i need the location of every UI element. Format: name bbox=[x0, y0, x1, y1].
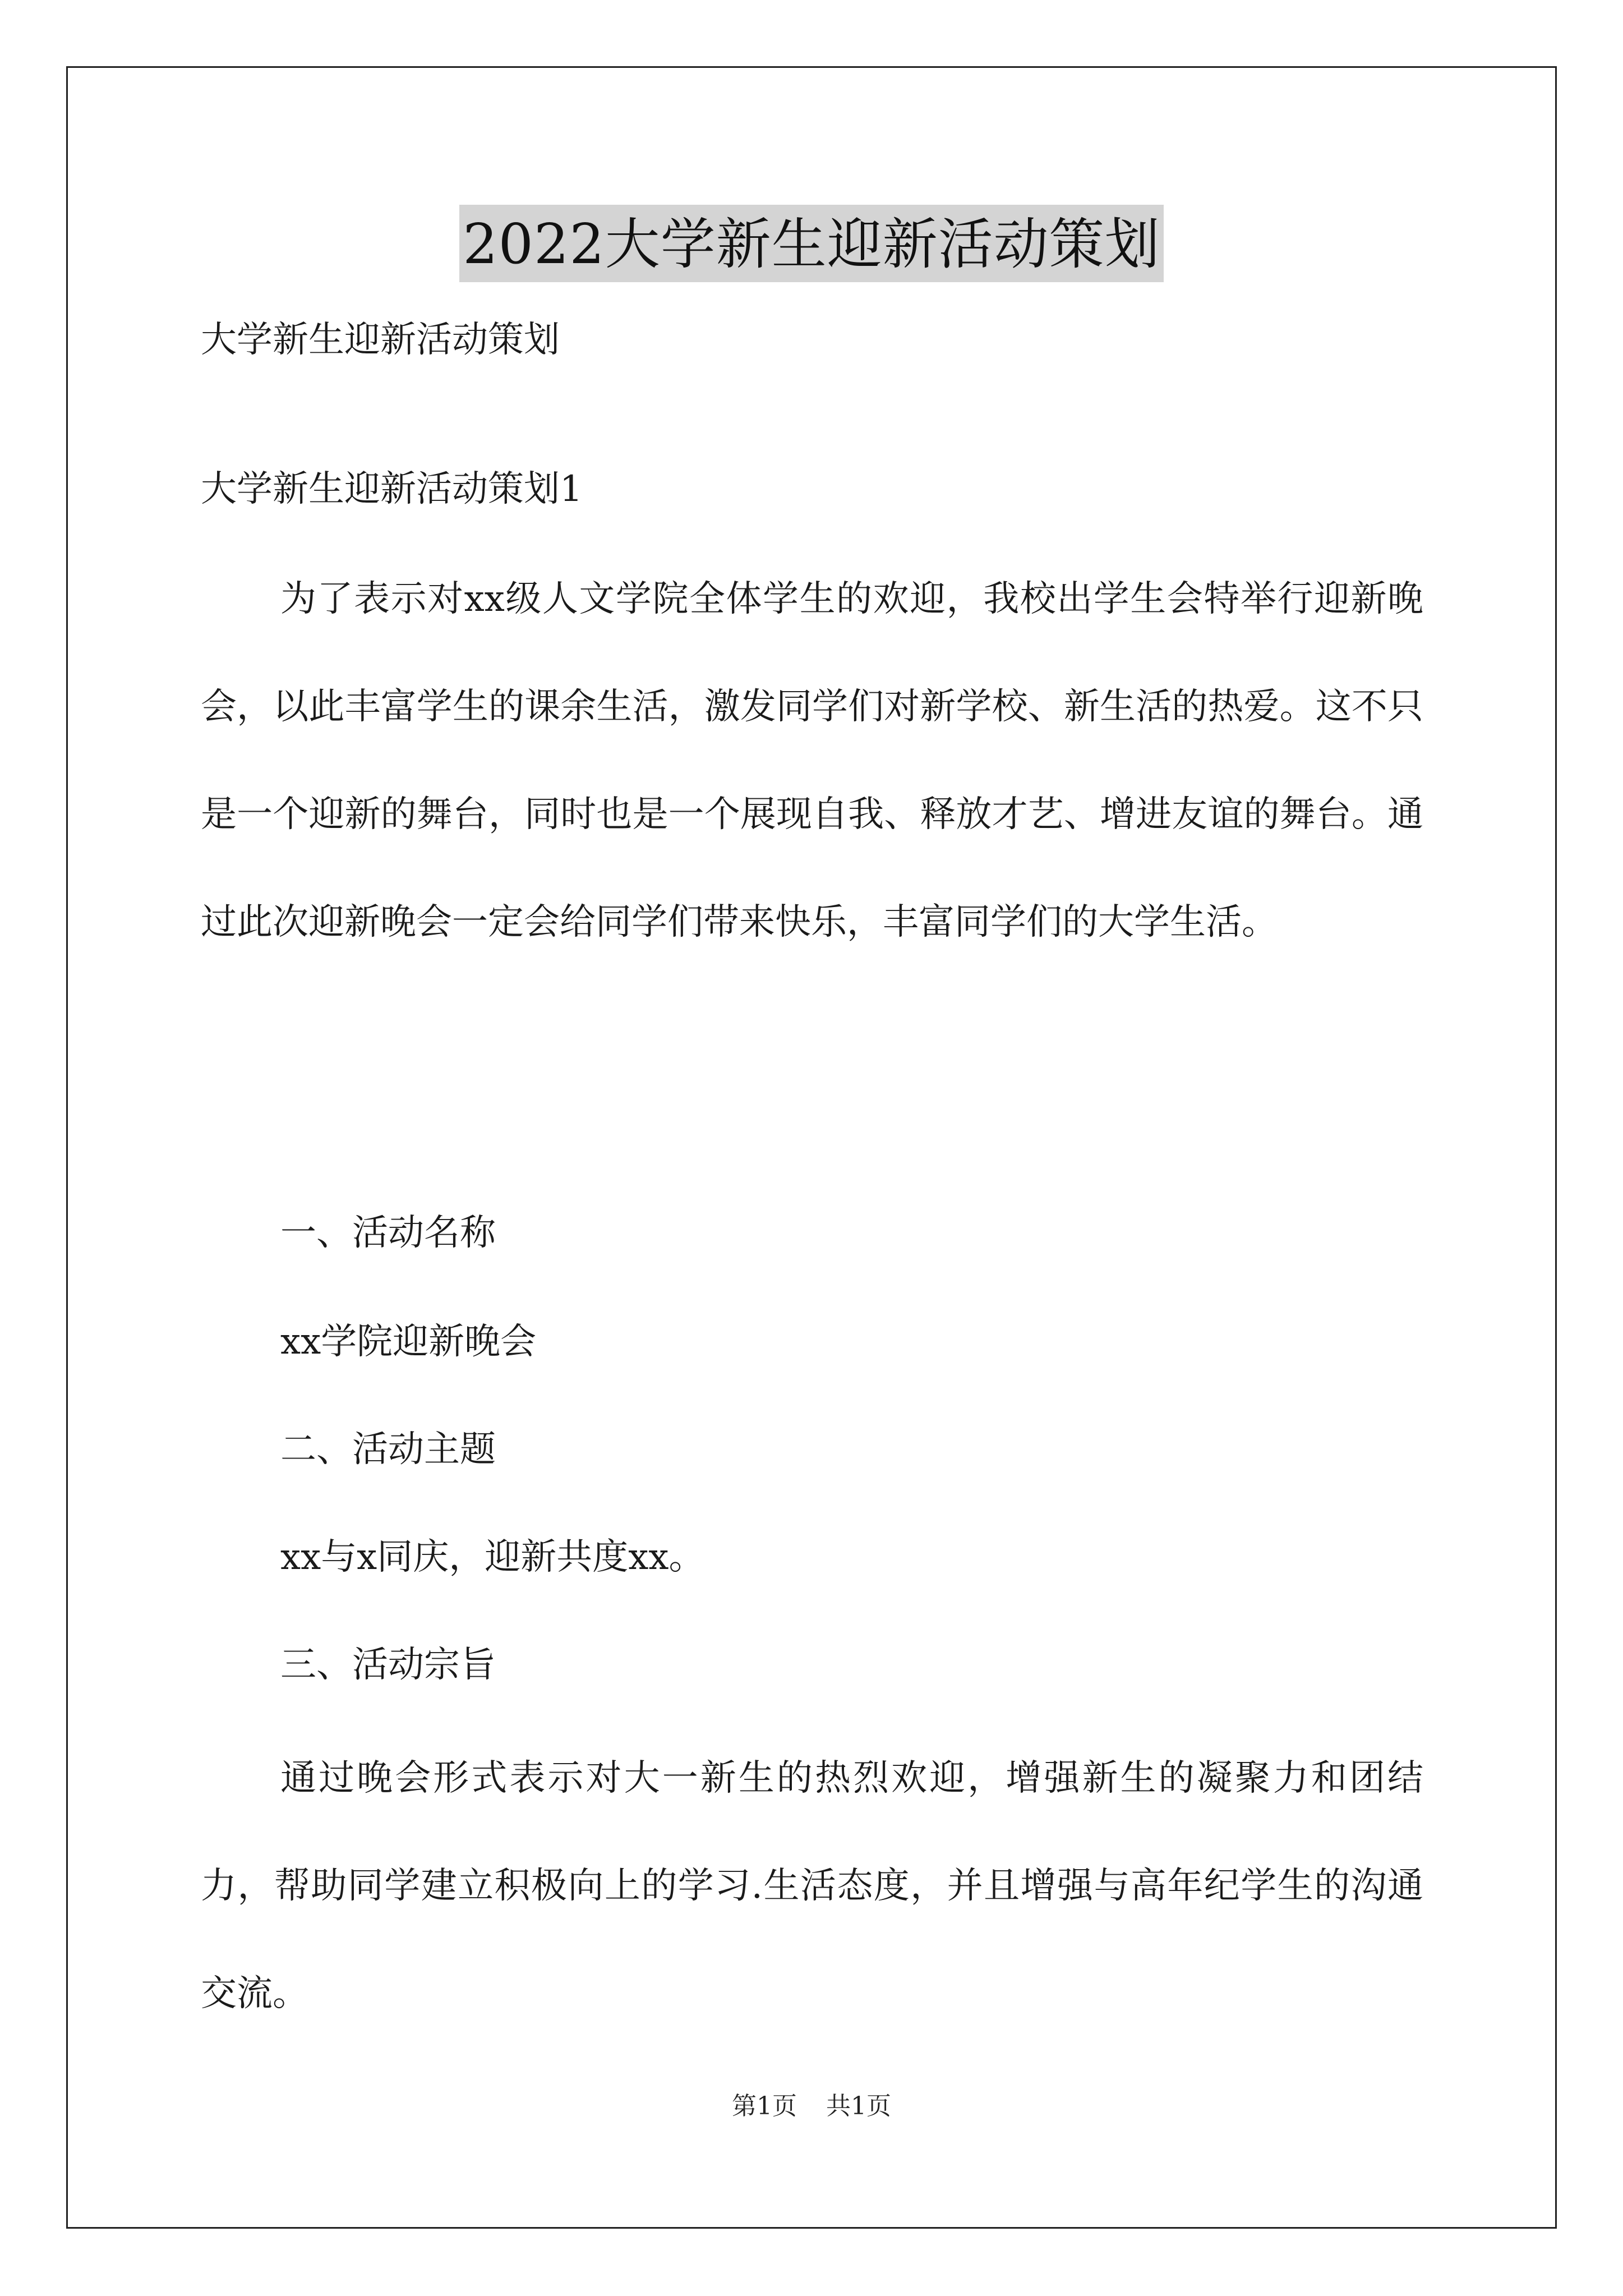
section-3-content: 通过晚会形式表示对大一新生的热烈欢迎，增强新生的凝聚力和团结力，帮助同学建立积极向上的学习.生活态度，并且增强与高年纪学生的沟通交流。 bbox=[201, 1757, 1423, 2014]
page-footer bbox=[0, 2091, 1623, 2122]
document-subtitle: 大学新生迎新活动策划 bbox=[201, 319, 560, 361]
intro-paragraph: 为了表示对xx级人文学院全体学生的欢迎，我校出学生会特举行迎新晚会，以此丰富学生的课余生活，激发同学们对新学校、新生活的热爱。这不只是一个迎新的舞台，同时也是一个展现自我、释放才艺、增进友谊的舞台。通过此次迎新晚会一定会给同学们带来快乐，丰富同学们的大学生活。 bbox=[201, 578, 1423, 943]
document-title: 2022大学新生迎新活动策划 bbox=[459, 205, 1163, 282]
section-2-content: xx与x同庆，迎新共度xx。 bbox=[280, 1536, 705, 1578]
page-total: 共1页 bbox=[826, 2092, 891, 2120]
section-heading: 大学新生迎新活动策划1 bbox=[201, 468, 583, 510]
page-number: 第1页 bbox=[732, 2092, 797, 2120]
section-1-heading: 一、活动名称 bbox=[280, 1212, 496, 1254]
title-container bbox=[0, 205, 1623, 282]
section-3-heading: 三、活动宗旨 bbox=[280, 1644, 496, 1686]
section-1-content: xx学院迎新晚会 bbox=[280, 1321, 537, 1363]
section-2-heading: 二、活动主题 bbox=[280, 1429, 496, 1470]
